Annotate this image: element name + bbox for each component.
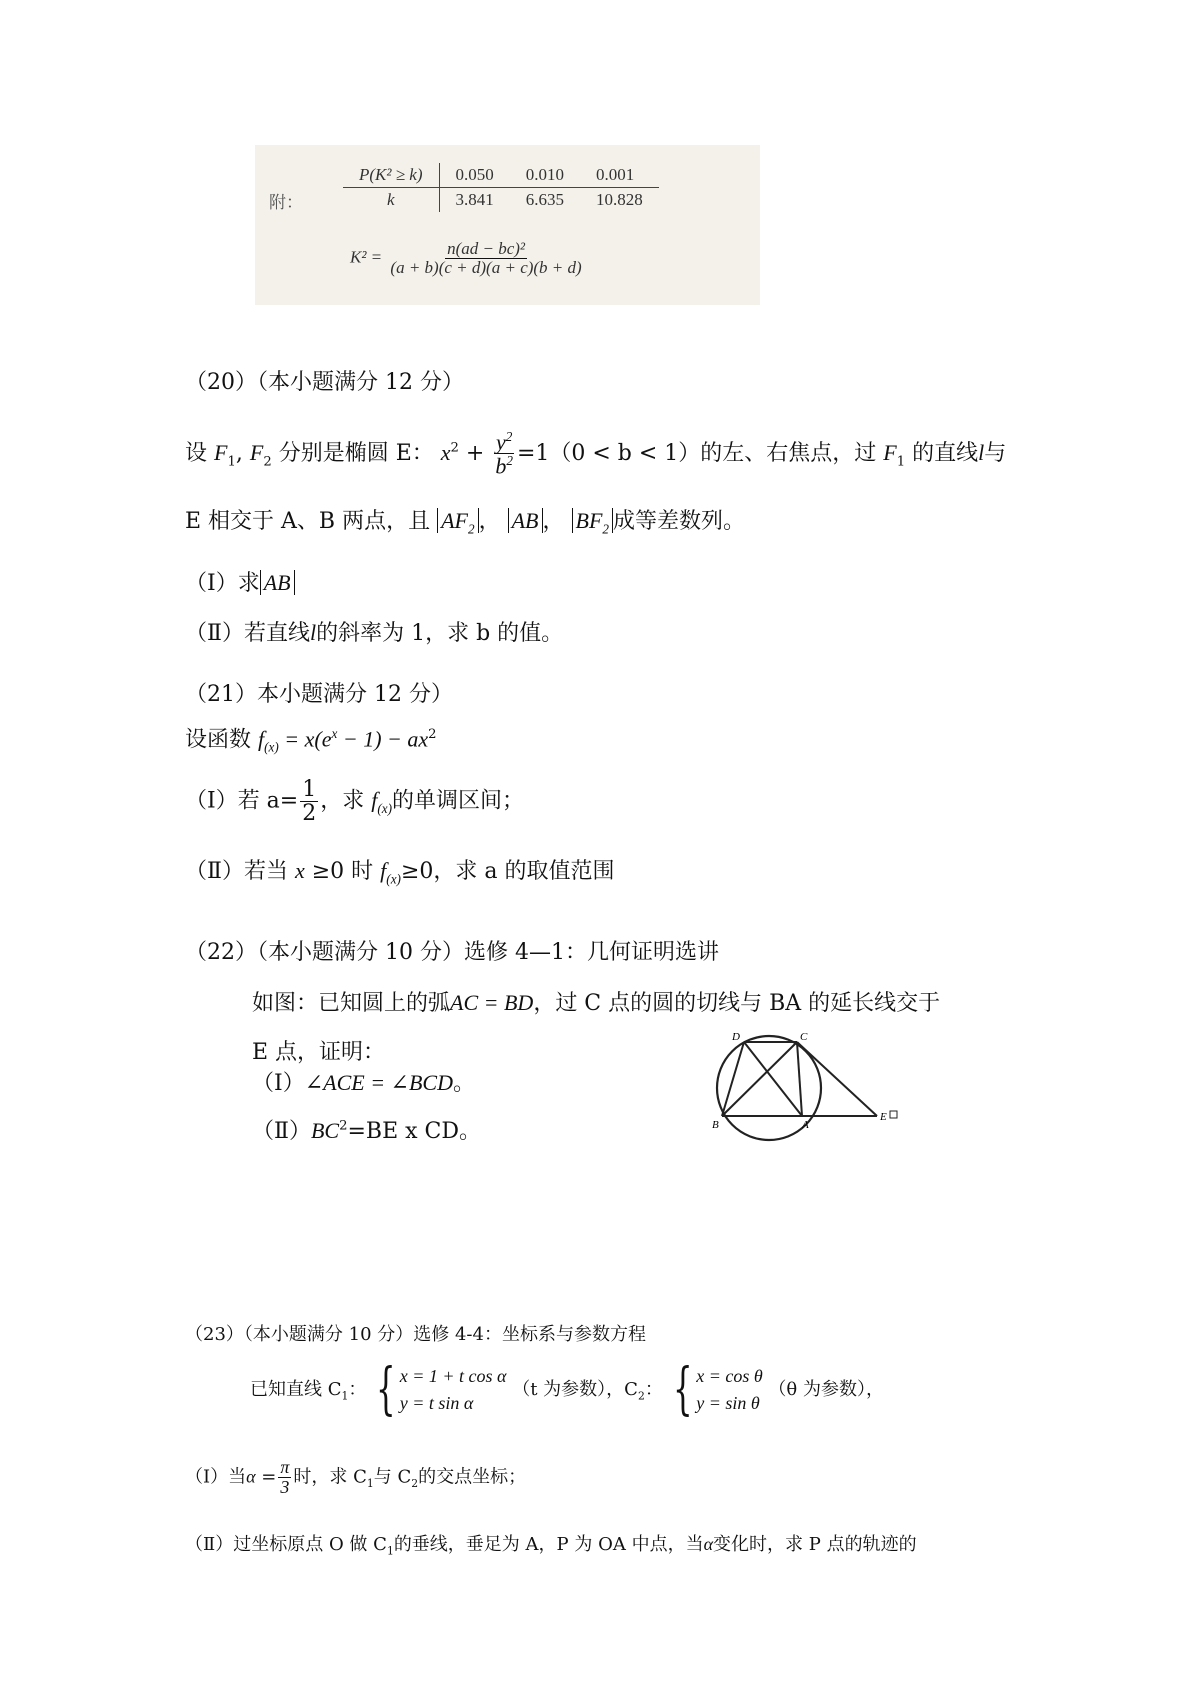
q22-line2: E 点，证明：	[252, 1040, 386, 1065]
formula-lhs: K² =	[350, 247, 383, 267]
text: 设	[185, 440, 208, 466]
text: （Ⅰ）若 a=	[185, 788, 299, 814]
text: 时，求 C	[293, 1466, 367, 1488]
denominator: 3	[280, 1476, 290, 1497]
text: =	[255, 1466, 277, 1488]
equation-row: x = 1 + t cos α	[399, 1366, 507, 1386]
equation-row: y = sin θ	[696, 1393, 760, 1413]
q21-definition	[185, 726, 437, 756]
math-f: f	[380, 858, 387, 883]
q22-line1	[252, 990, 940, 1017]
math-f: f	[371, 787, 378, 813]
math-x: x	[294, 858, 305, 883]
text: =BE x CD。	[347, 1119, 482, 1144]
superscript: 2	[506, 453, 513, 469]
subscript: 1	[896, 454, 906, 470]
table-cell: 3.841	[455, 190, 494, 209]
text: 的交点坐标；	[418, 1466, 527, 1488]
fraction-pi-3	[278, 1458, 291, 1497]
text: ，	[478, 509, 501, 534]
text: （Ⅰ）	[252, 1071, 305, 1096]
text: 的单调区间；	[392, 788, 525, 814]
formula-denominator: (a + b)(c + d)(a + c)(b + d)	[390, 257, 582, 277]
subscript: 2	[468, 521, 475, 537]
text: （Ⅱ）过坐标原点 O 做 C	[185, 1534, 387, 1555]
math-F: F	[249, 439, 264, 465]
tangent-CE	[797, 1042, 877, 1116]
text: +	[458, 440, 492, 466]
fraction	[493, 430, 515, 478]
subscript: (x)	[386, 871, 401, 887]
abs-AF2	[437, 508, 478, 537]
text: E 相交于 A、B 两点，且	[185, 509, 431, 534]
text: （Ⅰ）当	[185, 1466, 247, 1488]
text: 与 C	[373, 1466, 412, 1488]
q23-part1	[185, 1458, 526, 1497]
abs-BF2	[572, 508, 613, 537]
subscript: 2	[602, 521, 609, 537]
math-f: f	[258, 726, 265, 752]
math-b: b	[495, 453, 507, 479]
chord-DA	[744, 1042, 802, 1116]
appendix-scan	[255, 145, 760, 305]
q20-line1	[185, 430, 1006, 478]
text: （Ⅱ）若直线	[185, 621, 310, 646]
circle-tangent-figure	[712, 1030, 912, 1150]
subscript: (x)	[264, 739, 279, 755]
equation-row: y = t sin α	[399, 1393, 474, 1413]
formula-fraction	[388, 240, 583, 277]
denominator: 2	[302, 801, 317, 827]
numerator: 1	[302, 777, 317, 802]
q23-line1	[250, 1357, 884, 1422]
subscript: 1	[227, 454, 236, 470]
text: （Ⅱ）	[252, 1119, 311, 1144]
math-l: l	[978, 439, 985, 465]
critical-value-table	[343, 163, 659, 212]
text: ≥0，求 a 的取值范围	[400, 859, 615, 884]
appendix-label: 附：	[269, 193, 303, 213]
table-cell: k	[343, 188, 439, 213]
q22-part2	[252, 1118, 481, 1145]
math-alpha: α	[246, 1466, 256, 1487]
text: ：	[644, 1379, 663, 1400]
chord-CA	[797, 1042, 802, 1116]
superscript: x	[331, 726, 338, 741]
k-squared-formula	[350, 240, 586, 277]
text: 的垂线，垂足为 A，P 为 OA 中点，当	[393, 1534, 704, 1555]
subscript: 1	[386, 1544, 394, 1558]
q20-title: （20）（本小题满分 12 分）	[185, 370, 464, 395]
table-header-cell: P(K² ≥ k)	[343, 163, 439, 188]
q21-part1	[185, 778, 524, 825]
table-header-cell: 0.010	[510, 163, 580, 188]
label-A: A	[802, 1119, 809, 1131]
text: 如图：已知圆上的弧	[252, 991, 451, 1016]
text: （θ 为参数），	[768, 1379, 884, 1400]
text: 变化时，求 P 点的轨迹的	[713, 1534, 917, 1555]
text: （Ⅰ）求	[185, 571, 260, 596]
math-angles: ∠ACE = ∠BCD	[304, 1070, 453, 1095]
math-y: y	[495, 429, 506, 455]
text: 。	[452, 1071, 475, 1096]
subscript: 2	[263, 454, 272, 470]
q22-title: （22）（本小题满分 10 分）选修 4—1：几何证明选讲	[185, 940, 719, 965]
text: ，过 C 点的圆的切线与 BA 的延长线交于	[533, 991, 941, 1016]
text: 的斜率为 1，求 b 的值。	[316, 621, 564, 646]
subscript: (x)	[377, 800, 393, 816]
q20-line2	[185, 508, 745, 537]
subscript: 1	[366, 1476, 374, 1490]
label-D: D	[732, 1031, 740, 1043]
text: 设函数	[185, 727, 252, 753]
math-BC: BC	[310, 1118, 340, 1143]
subscript: 1	[341, 1389, 349, 1403]
subscript: 2	[637, 1389, 645, 1403]
superscript: 2	[505, 429, 513, 444]
label-E: E	[880, 1111, 887, 1123]
table-cell: 10.828	[596, 190, 643, 209]
superscript: 2	[428, 727, 437, 742]
table-header-cell: 0.001	[580, 163, 659, 188]
brace: {	[672, 1357, 693, 1422]
text: ：	[348, 1379, 367, 1400]
brace: {	[376, 1357, 396, 1422]
table-header-cell: 0.050	[439, 163, 510, 188]
q21-title: （21）本小题满分 12 分）	[185, 682, 453, 707]
label-B: B	[712, 1119, 719, 1131]
text: ≥0 时	[311, 859, 374, 884]
text: 已知直线 C	[250, 1379, 342, 1400]
system-C2	[696, 1363, 762, 1417]
superscript: 2	[450, 440, 459, 456]
label-C: C	[800, 1031, 808, 1043]
math-expr: − 1) − ax	[337, 726, 429, 752]
math-arc: AC = BD	[450, 990, 534, 1015]
text: （Ⅱ）若当	[185, 859, 288, 884]
text: 成等差数列。	[613, 509, 746, 534]
q21-part2	[185, 858, 614, 887]
text: ,	[235, 440, 243, 466]
text: ，	[542, 509, 565, 534]
math-expr: = x(e	[278, 726, 332, 752]
text: 分别是椭圆 E：	[278, 440, 434, 466]
math-F: F	[883, 439, 897, 465]
abs-AB: AB	[260, 570, 295, 595]
math-AF: AF	[441, 508, 468, 533]
equation-row: x = cos θ	[696, 1366, 763, 1386]
math-l: l	[309, 620, 317, 645]
superscript: 2	[339, 1118, 348, 1134]
math-F: F	[214, 439, 228, 465]
table-cell: 6.635	[525, 190, 565, 209]
q23-part2	[185, 1530, 917, 1558]
abs-AB: AB	[508, 508, 543, 533]
text: （t 为参数），C	[512, 1379, 638, 1400]
text: =1（0 < b < 1）的左、右焦点，过	[516, 440, 877, 466]
q20-part1	[185, 570, 295, 597]
q23-title: （23）（本小题满分 10 分）选修 4-4：坐标系与参数方程	[185, 1324, 646, 1345]
math-alpha: α	[703, 1534, 714, 1554]
subscript: 2	[411, 1476, 419, 1490]
text: 的直线	[912, 440, 979, 466]
text: ，求	[320, 788, 365, 814]
fraction-half	[300, 778, 318, 825]
formula-numerator: n(ad − bc)²	[447, 239, 526, 258]
text: 与	[984, 440, 1007, 466]
box-glyph	[890, 1111, 897, 1118]
numerator: π	[280, 1457, 290, 1477]
q22-part1	[252, 1070, 475, 1097]
math-BF: BF	[575, 508, 603, 533]
q20-part2	[185, 620, 563, 647]
system-C1	[400, 1363, 507, 1417]
math-x: x	[440, 439, 451, 465]
